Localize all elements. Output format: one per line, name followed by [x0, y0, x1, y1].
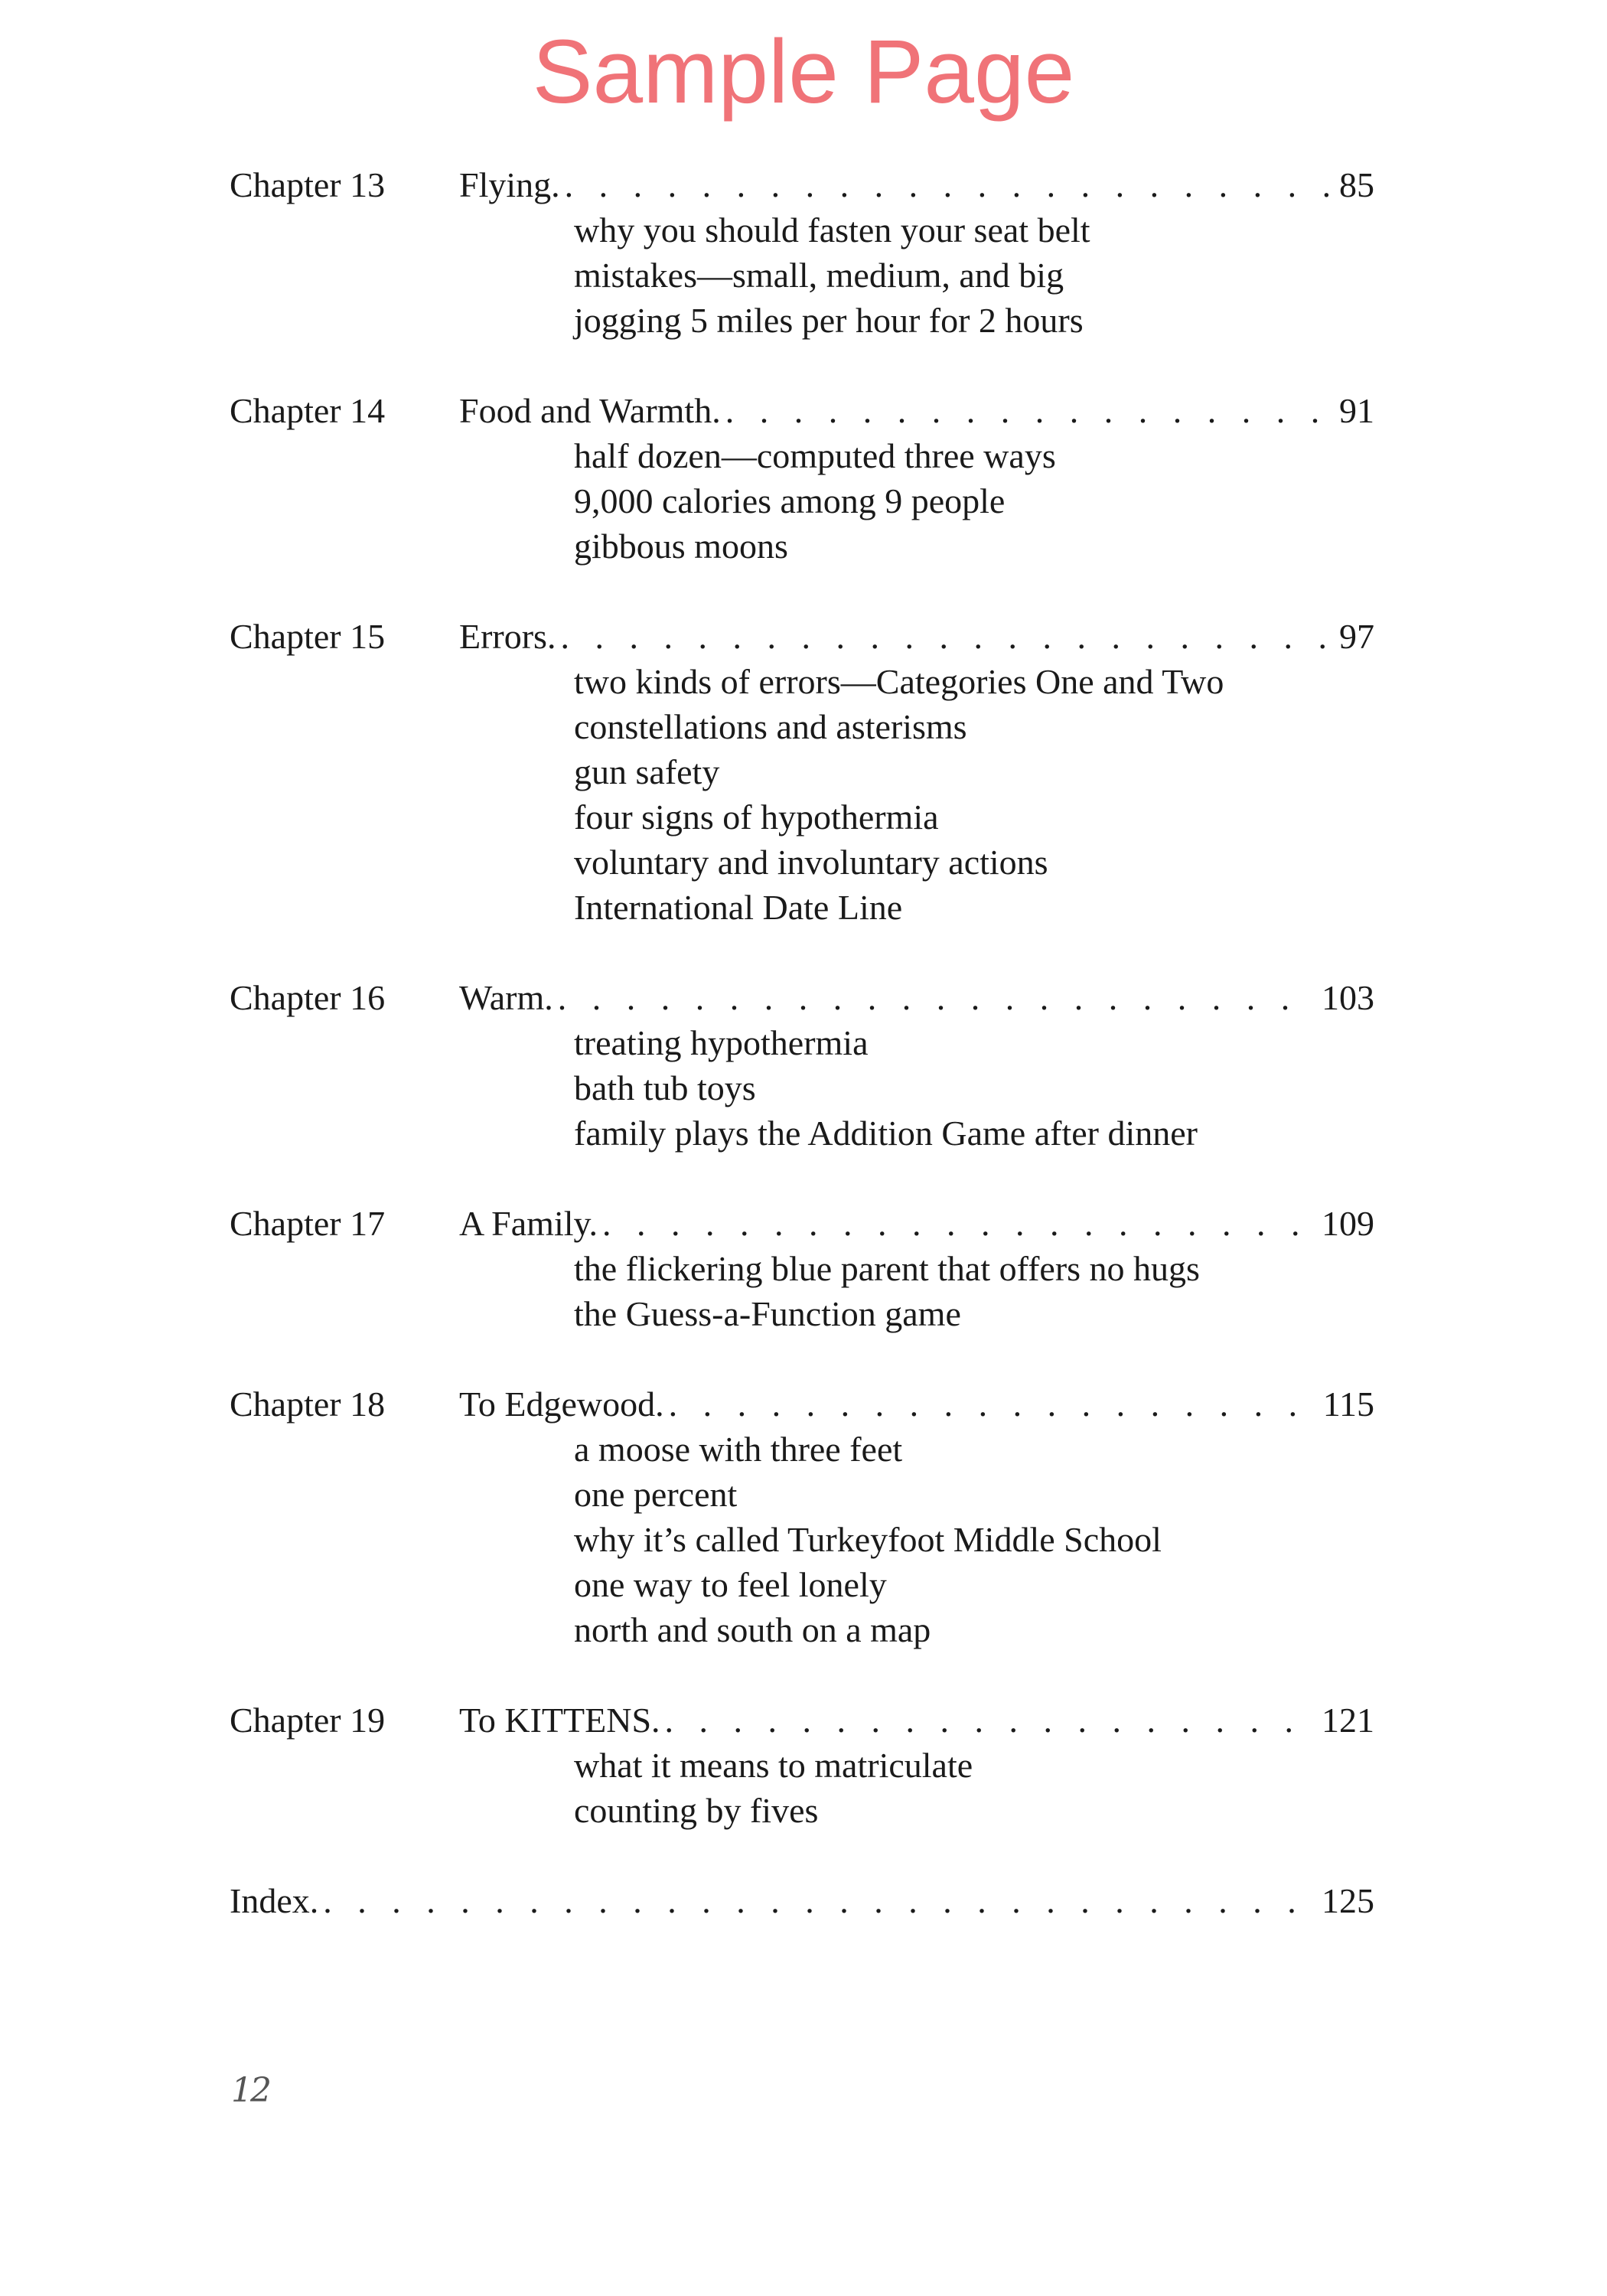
topic-item: jogging 5 miles per hour for 2 hours: [574, 301, 1084, 340]
page-number: 115: [1322, 1384, 1374, 1424]
table-of-contents: [230, 162, 1374, 1968]
chapter-label: Chapter 17: [230, 1204, 386, 1243]
chapter-title: Warm.: [459, 978, 553, 1017]
topic-list: [230, 1743, 1374, 1833]
topic-item: four signs of hypothermia: [574, 797, 939, 837]
dot-leader: [560, 614, 1335, 659]
topic-list: [230, 1427, 1374, 1652]
folio-page-number: 12: [231, 2071, 269, 2110]
topic-item: counting by fives: [574, 1791, 819, 1830]
page-number: 97: [1339, 617, 1374, 656]
page-number: 91: [1339, 391, 1374, 430]
sample-page-watermark: Sample Page: [532, 21, 1075, 122]
toc-entry-chapter-19: [230, 1698, 1374, 1833]
topic-item: the Guess-a-Function game: [574, 1294, 961, 1333]
topic-item: one percent: [574, 1475, 738, 1514]
chapter-heading-row[interactable]: [230, 388, 1374, 433]
dot-leader: [565, 162, 1335, 207]
topic-item: constellations and asterisms: [574, 707, 967, 746]
toc-entry-chapter-17: [230, 1201, 1374, 1336]
chapter-label: Chapter 19: [230, 1701, 386, 1740]
page-number: 109: [1322, 1204, 1374, 1243]
topic-item: what it means to matriculate: [574, 1746, 973, 1785]
topic-list: [230, 207, 1374, 343]
chapter-label: Chapter 15: [230, 617, 386, 656]
page-number: 103: [1322, 978, 1374, 1017]
chapter-heading-row[interactable]: [230, 1381, 1374, 1427]
chapter-label: Chapter 13: [230, 165, 386, 204]
index-title: Index.: [230, 1881, 319, 1920]
chapter-label: Chapter 14: [230, 391, 386, 430]
dot-leader: [558, 975, 1317, 1020]
topic-item: north and south on a map: [574, 1610, 931, 1649]
chapter-heading-row[interactable]: [230, 1201, 1374, 1246]
toc-entry-chapter-15: [230, 614, 1374, 930]
topic-item: bath tub toys: [574, 1068, 756, 1107]
topic-item: why you should fasten your seat belt: [574, 210, 1090, 249]
chapter-title: A Family.: [459, 1204, 598, 1243]
topic-list: [230, 433, 1374, 569]
dot-leader: [602, 1201, 1317, 1246]
topic-item: gun safety: [574, 752, 720, 791]
chapter-title: To KITTENS.: [459, 1701, 660, 1740]
page-number: 121: [1322, 1701, 1374, 1740]
topic-list: [230, 659, 1374, 930]
chapter-title: Errors.: [459, 617, 556, 656]
toc-entry-chapter-18: [230, 1381, 1374, 1652]
chapter-heading-row[interactable]: [230, 614, 1374, 659]
dot-leader: [665, 1698, 1317, 1743]
dot-leader: [323, 1878, 1317, 1923]
toc-entry-chapter-14: [230, 388, 1374, 569]
topic-item: gibbous moons: [574, 527, 788, 566]
topic-item: International Date Line: [574, 888, 903, 927]
topic-item: one way to feel lonely: [574, 1565, 887, 1604]
topic-item: a moose with three feet: [574, 1430, 903, 1469]
topic-item: two kinds of errors—Categories One and Two: [574, 662, 1224, 701]
chapter-heading-row[interactable]: [230, 975, 1374, 1020]
chapter-heading-row[interactable]: [230, 162, 1374, 207]
topic-item: why it’s called Turkeyfoot Middle School: [574, 1520, 1162, 1559]
topic-list: [230, 1020, 1374, 1156]
chapter-title: To Edgewood.: [459, 1384, 664, 1424]
chapter-title: Flying.: [459, 165, 560, 204]
chapter-label: Chapter 18: [230, 1384, 386, 1424]
topic-item: mistakes—small, medium, and big: [574, 256, 1064, 295]
topic-item: 9,000 calories among 9 people: [574, 481, 1006, 520]
toc-entry-chapter-13: [230, 162, 1374, 343]
dot-leader: [669, 1381, 1319, 1427]
topic-list: [230, 1246, 1374, 1336]
topic-item: half dozen—computed three ways: [574, 436, 1056, 475]
toc-entry-index: [230, 1878, 1374, 1923]
dot-leader: [725, 388, 1335, 433]
toc-entry-chapter-16: [230, 975, 1374, 1156]
index-row[interactable]: [230, 1878, 1374, 1923]
topic-item: voluntary and involuntary actions: [574, 843, 1048, 882]
page-number: 85: [1339, 165, 1374, 204]
topic-item: family plays the Addition Game after dinner: [574, 1114, 1198, 1153]
topic-item: the flickering blue parent that offers no hugs: [574, 1249, 1200, 1288]
page-number: 125: [1322, 1881, 1374, 1920]
chapter-title: Food and Warmth.: [459, 391, 721, 430]
chapter-heading-row[interactable]: [230, 1698, 1374, 1743]
chapter-label: Chapter 16: [230, 978, 386, 1017]
topic-item: treating hypothermia: [574, 1023, 869, 1062]
